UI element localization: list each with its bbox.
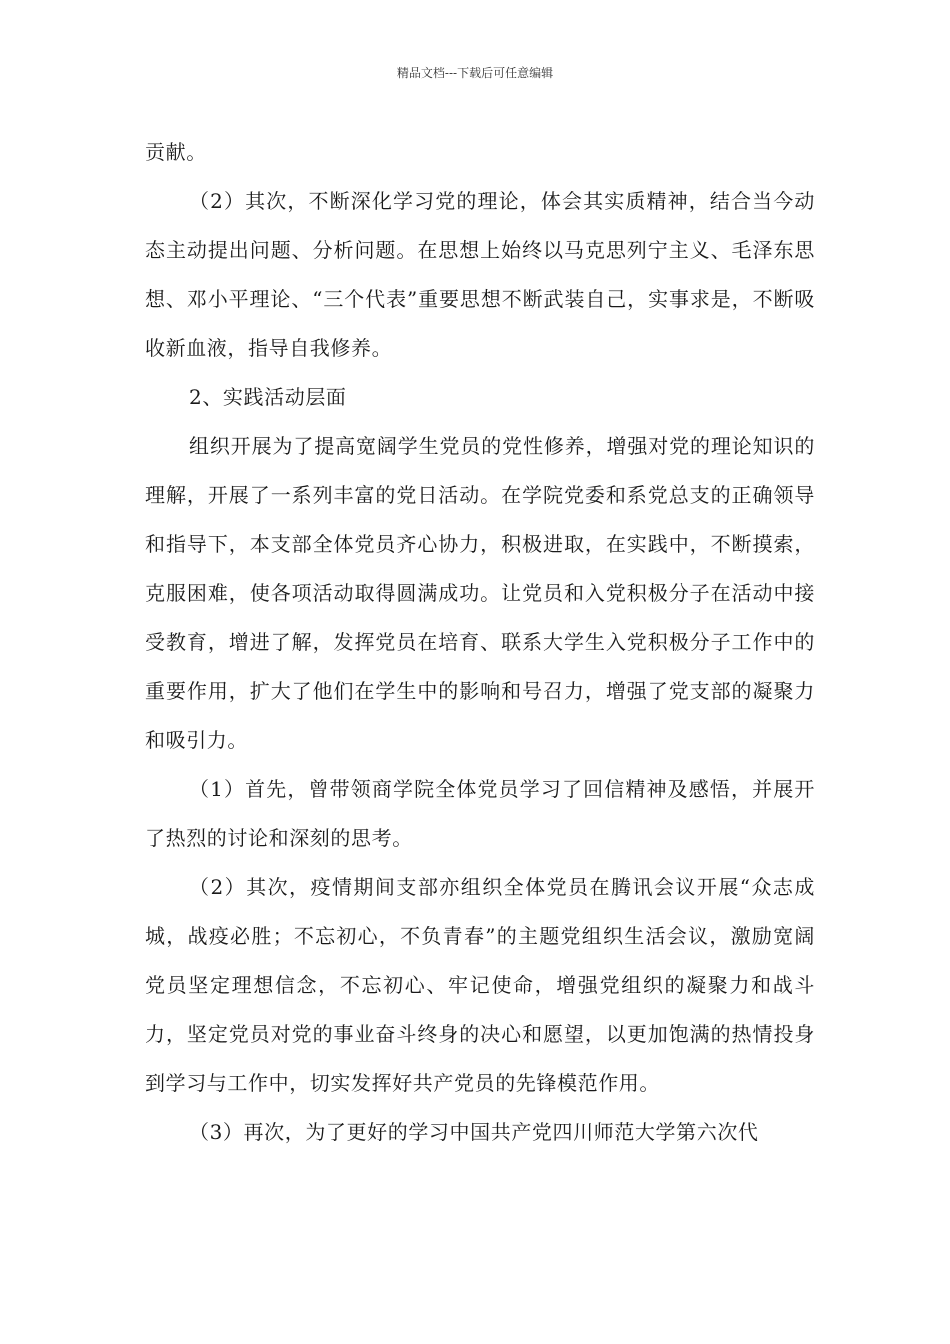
section-heading: 2、实践活动层面 [189, 385, 347, 409]
paragraph: 组织开展为了提高宽阔学生党员的党性修养，增强对党的理论知识的理解，开展了一系列丰富的党日活动。在学院党委和系党总支的正确领导和指导下，本支部全体党员齐心协力，积极进取，在实践中，不断摸索，克服困难，使各项活动取得圆满成功。让党员和入党积极分子在活动中接受教育，增进了解，发挥党员在培育、联系大学生入党积极分子工作中的重要作用，扩大了他们在学生中的影响和号召力，增强了党支部的凝聚力和吸引力。 [145, 434, 815, 752]
document-body [145, 128, 815, 1157]
paragraph: （3）再次，为了更好的学习中国共产党四川师范大学第六次代 [189, 1120, 759, 1144]
paragraph: （2）其次，疫情期间支部亦组织全体党员在腾讯会议开展“众志成城，战疫必胜；不忘初心，不负青春”的主题党组织生活会议，激励宽阔党员坚定理想信念，不忘初心、牢记使命，增强党组织的凝聚力和战斗力，坚定党员对党的事业奋斗终身的决心和愿望，以更加饱满的热情投身到学习与工作中，切实发挥好共产党员的先锋模范作用。 [145, 875, 815, 1095]
paragraph: （1）首先，曾带领商学院全体党员学习了回信精神及感悟，并展开了热烈的讨论和深刻的思考。 [145, 777, 815, 850]
paragraph: （2）其次，不断深化学习党的理论，体会其实质精神，结合当今动态主动提出问题、分析问题。在思想上始终以马克思列宁主义、毛泽东思想、邓小平理论、“三个代表”重要思想不断武装自己，实事求是，不断吸收新血液，指导自我修养。 [145, 189, 815, 360]
paragraph: 贡献。 [145, 140, 207, 164]
page-header: 精品文档---下载后可任意编辑 [396, 66, 554, 80]
